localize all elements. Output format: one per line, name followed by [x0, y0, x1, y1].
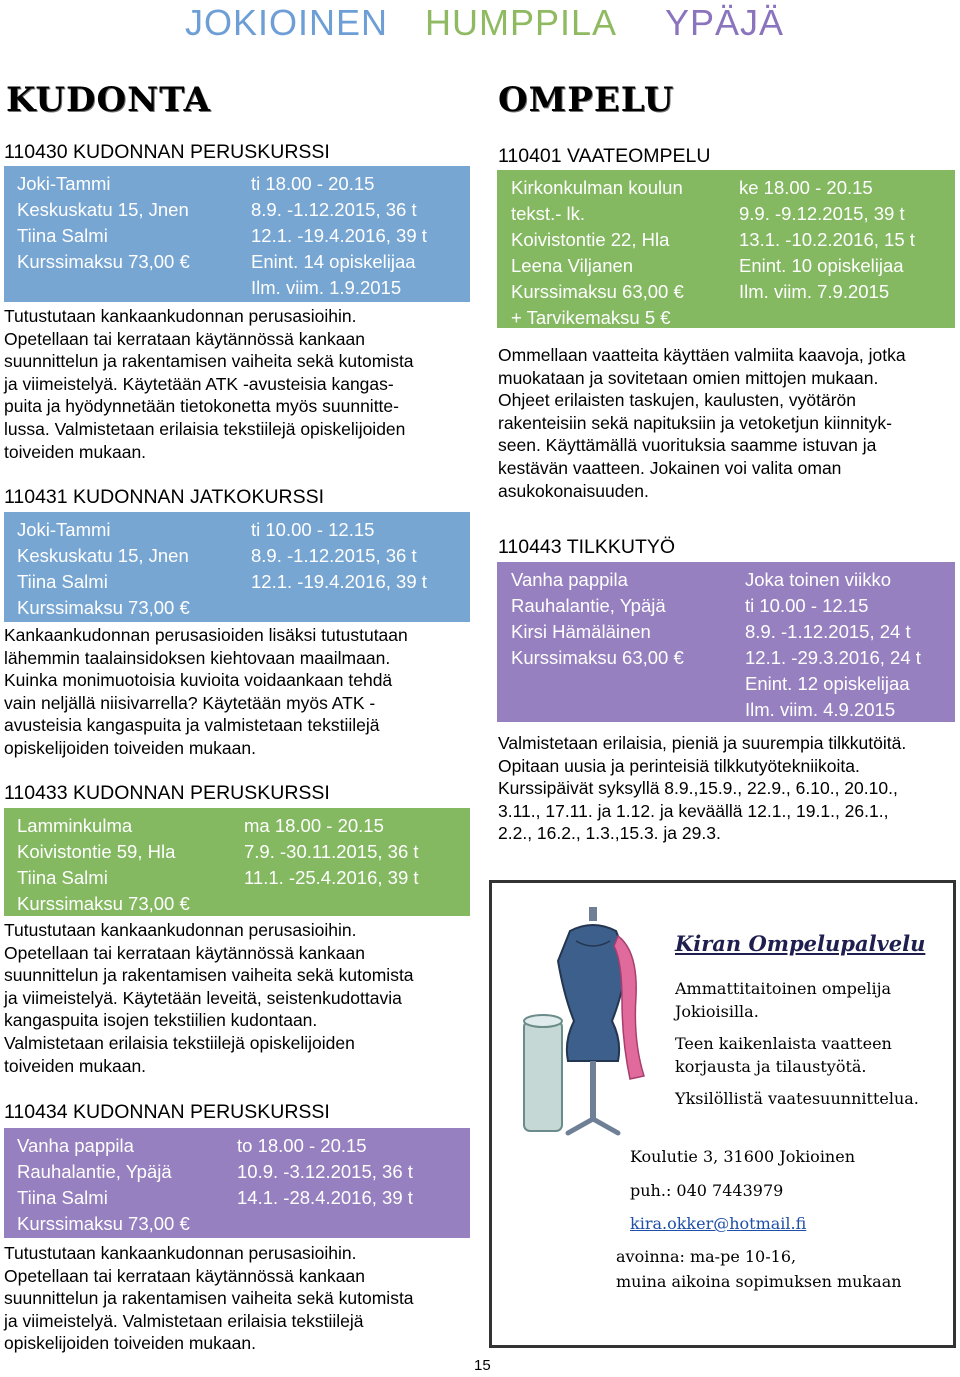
info-fee: Kurssimaksu 73,00 € — [17, 893, 190, 914]
ad-phone: puh.: 040 7443979 — [630, 1181, 784, 1200]
info-teacher: Tiina Salmi — [17, 225, 108, 246]
info-autumn: 7.9. -30.11.2015, 36 t — [244, 841, 419, 862]
info-time: to 18.00 - 20.15 — [237, 1135, 367, 1156]
info-autumn: 8.9. -1.12.2015, 24 t — [745, 621, 911, 642]
info-address: Rauhalantie, Ypäjä — [511, 595, 666, 616]
course-info-box — [4, 808, 470, 916]
course-info-box — [497, 562, 955, 722]
info-spring: 13.1. -10.2.2016, 15 t — [739, 229, 915, 250]
info-address: Keskuskatu 15, Jnen — [17, 199, 189, 220]
info-autumn: 8.9. -1.12.2015, 36 t — [251, 199, 417, 220]
ad-email-link[interactable]: kira.okker@hotmail.fi — [630, 1214, 807, 1233]
info-deadline: Ilm. viim. 7.9.2015 — [739, 281, 890, 302]
course-description: Kankaankudonnan perusasioiden lisäksi tutustutaan lähemmin taalainsidoksen kiehtovaan maailmaan. Kuinka monimuotoisia kuvioita voidaankaan tehdä vain neljällä niisivarrella? Käytetään myös ATK - avusteisia kangaspuita ja valmistetaan tekstiilejä opiskelijoiden toiveiden mukaan. — [4, 625, 408, 758]
info-max: Enint. 14 opiskelijaa — [251, 251, 416, 272]
info-spring: 11.1. -25.4.2016, 39 t — [244, 867, 419, 888]
info-extra-fee: + Tarvikemaksu 5 € — [511, 307, 671, 328]
course-description: Tutustutaan kankaankudonnan perusasioihin. Opetellaan tai kerrataan käytännössä kankaan suunnittelun ja rakentamisen vaiheita sekä kutomista ja viimeistelyä. Käytetään ATK -avusteisia kangas- puita ja hyödynnetään tietokonetta myös suunnitte- lussa. Valmistetaan erilaisia tekstiilejä opiskelijoiden toiveiden mukaan. — [4, 306, 414, 462]
section-title-ompelu: OMPELU — [498, 80, 675, 120]
info-deadline: Ilm. viim. 1.9.2015 — [251, 277, 402, 298]
info-teacher: Tiina Salmi — [17, 867, 108, 888]
section-title-kudonta: KUDONTA — [6, 80, 211, 120]
info-location: Kirkonkulman koulun — [511, 177, 683, 198]
info-spring: 12.1. -19.4.2016, 39 t — [251, 225, 427, 246]
info-address: Keskuskatu 15, Jnen — [17, 545, 189, 566]
info-time: ti 10.00 - 12.15 — [745, 595, 869, 616]
info-teacher: Tiina Salmi — [17, 571, 108, 592]
info-fee: Kurssimaksu 73,00 € — [17, 251, 190, 272]
course-description: Valmistetaan erilaisia, pieniä ja suurempia tilkkutöitä. Opitaan uusia ja perinteisiä tilkkutyötekniikoita. Kurssipäivät syksyllä 8.9.,15.9., 22.9., 6.10., 20.10., 3.11., 17.11. ja 1.12. ja keväällä 12.1., 19.1., 26.1., 2.2., 16.2., 1.3.,15.3. ja 29.3. — [498, 733, 907, 844]
course-info-box — [4, 512, 470, 622]
info-time: ke 18.00 - 20.15 — [739, 177, 873, 198]
info-location: Vanha pappila — [511, 569, 628, 590]
info-location: Lamminkulma — [17, 815, 133, 836]
info-location: Joki-Tammi — [17, 173, 111, 194]
page-number: 15 — [474, 1357, 491, 1374]
info-autumn: 10.9. -3.12.2015, 36 t — [237, 1161, 413, 1182]
info-address: Koivistontie 22, Hla — [511, 229, 670, 250]
ad-text-line: korjausta ja tilaustyötä. — [675, 1057, 867, 1076]
info-deadline: Ilm. viim. 4.9.2015 — [745, 699, 896, 720]
course-heading: 110430 KUDONNAN PERUSKURSSI — [4, 141, 330, 163]
ad-hours: avoinna: ma-pe 10-16, — [616, 1247, 797, 1266]
course-heading: 110434 KUDONNAN PERUSKURSSI — [4, 1101, 330, 1123]
info-time: ti 18.00 - 20.15 — [251, 173, 375, 194]
info-fee: Kurssimaksu 63,00 € — [511, 647, 684, 668]
course-description: Ommellaan vaatteita käyttäen valmiita kaavoja, jotka muokataan ja sovitetaan omien mittojen mukaan. Ohjeet erilaisten taskujen, kaulusten, vyötärön rakenteisiin sekä napituksiin ja vetoketjun kiinnityk- seen. Käyttämällä vuorituksia saamme istuvan ja kestävän vaatteen. Jokainen voi valita oman asukokonaisuuden. — [498, 345, 906, 501]
ad-text-line: Yksilöllistä vaatesuunnittelua. — [675, 1089, 919, 1108]
course-heading: 110431 KUDONNAN JATKOKURSSI — [4, 486, 325, 508]
info-fee: Kurssimaksu 73,00 € — [17, 597, 190, 618]
course-description: Tutustutaan kankaankudonnan perusasioihin. Opetellaan tai kerrataan käytännössä kankaan suunnittelun ja rakentamisen vaiheita sekä kutomista ja viimeistelyä. Valmistetaan erilaisia tekstiilejä opiskelijoiden toiveiden mukaan. — [4, 1243, 414, 1354]
info-fee: Kurssimaksu 63,00 € — [511, 281, 684, 302]
info-spring: 12.1. -29.3.2016, 24 t — [745, 647, 921, 668]
ad-text-line: Jokioisilla. — [675, 1002, 759, 1021]
info-location: Joki-Tammi — [17, 519, 111, 540]
ad-hours: muina aikoina sopimuksen mukaan — [616, 1272, 902, 1291]
info-max: Enint. 12 opiskelijaa — [745, 673, 910, 694]
info-spring: 12.1. -19.4.2016, 39 t — [251, 571, 427, 592]
info-address: Koivistontie 59, Hla — [17, 841, 176, 862]
info-autumn: 9.9. -9.12.2015, 39 t — [739, 203, 905, 224]
info-teacher: Kirsi Hämäläinen — [511, 621, 651, 642]
advertisement-box — [489, 880, 956, 1348]
course-description: Tutustutaan kankaankudonnan perusasioihin. Opetellaan tai kerrataan käytännössä kankaan suunnittelun ja rakentamisen vaiheita sekä kutomista ja viimeistelyä. Käytetään leveitä, seistenkudottavia kangaspuita isojen tekstiilien kudontaan. Valmistetaan erilaisia tekstiilejä opiskelijoiden toiveiden mukaan. — [4, 920, 414, 1076]
course-info-box — [497, 170, 955, 328]
course-heading: 110401 VAATEOMPELU — [498, 145, 711, 167]
header-town-jokioinen: JOKIOINEN — [185, 2, 389, 43]
info-frequency: Joka toinen viikko — [745, 569, 892, 590]
header-town-ypaja: YPÄJÄ — [665, 2, 785, 43]
course-heading: 110433 KUDONNAN PERUSKURSSI — [4, 782, 330, 804]
info-time: ma 18.00 - 20.15 — [244, 815, 384, 836]
course-info-box — [4, 1128, 470, 1238]
ad-text-line: Ammattitaitoinen ompelija — [675, 979, 892, 998]
course-info-box — [4, 166, 470, 302]
info-spring: 14.1. -28.4.2016, 39 t — [237, 1187, 413, 1208]
ad-address: Koulutie 3, 31600 Jokioinen — [630, 1147, 856, 1166]
info-max: Enint. 10 opiskelijaa — [739, 255, 904, 276]
ad-title: Kiran Ompelupalvelu — [675, 931, 926, 956]
header-town-humppila: HUMPPILA — [425, 2, 618, 43]
dress-form-icon — [518, 901, 668, 1151]
info-address: Rauhalantie, Ypäjä — [17, 1161, 172, 1182]
info-time: ti 10.00 - 12.15 — [251, 519, 375, 540]
ad-text-line: Teen kaikenlaista vaatteen — [675, 1034, 892, 1053]
info-room: tekst.- lk. — [511, 203, 586, 224]
info-location: Vanha pappila — [17, 1135, 134, 1156]
info-fee: Kurssimaksu 73,00 € — [17, 1213, 190, 1234]
course-heading: 110443 TILKKUTYÖ — [498, 536, 676, 558]
info-teacher: Leena Viljanen — [511, 255, 634, 276]
info-autumn: 8.9. -1.12.2015, 36 t — [251, 545, 417, 566]
info-teacher: Tiina Salmi — [17, 1187, 108, 1208]
